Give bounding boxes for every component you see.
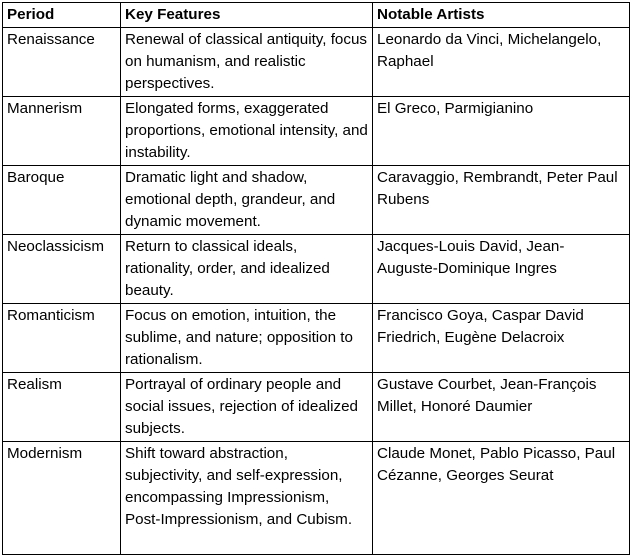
table-row	[3, 373, 630, 442]
period-cell: Baroque	[3, 166, 121, 235]
features-cell: Elongated forms, exaggerated proportions, emotional intensity, and instability.	[121, 97, 373, 166]
table-row	[3, 166, 630, 235]
features-cell: Portrayal of ordinary people and social issues, rejection of idealized subjects.	[121, 373, 373, 442]
artists-cell: Caravaggio, Rembrandt, Peter Paul Rubens	[373, 166, 630, 235]
features-cell: Return to classical ideals, rationality, order, and idealized beauty.	[121, 235, 373, 304]
features-cell: Dramatic light and shadow, emotional depth, grandeur, and dynamic movement.	[121, 166, 373, 235]
table-row	[3, 97, 630, 166]
artists-cell: Francisco Goya, Caspar David Friedrich, Eugène Delacroix	[373, 304, 630, 373]
table-row	[3, 304, 630, 373]
table-header-row	[3, 3, 630, 28]
header-notable-artists: Notable Artists	[373, 3, 630, 28]
art-periods-table	[2, 2, 630, 555]
artists-cell: Jacques-Louis David, Jean-Auguste-Dominique Ingres	[373, 235, 630, 304]
period-cell: Renaissance	[3, 28, 121, 97]
features-cell: Renewal of classical antiquity, focus on humanism, and realistic perspectives.	[121, 28, 373, 97]
period-cell: Realism	[3, 373, 121, 442]
header-key-features: Key Features	[121, 3, 373, 28]
table-row	[3, 28, 630, 97]
period-cell: Mannerism	[3, 97, 121, 166]
artists-cell: Gustave Courbet, Jean-François Millet, Honoré Daumier	[373, 373, 630, 442]
period-cell: Romanticism	[3, 304, 121, 373]
artists-cell: Claude Monet, Pablo Picasso, Paul Cézanne, Georges Seurat	[373, 442, 630, 555]
table-row	[3, 235, 630, 304]
period-cell: Modernism	[3, 442, 121, 555]
period-cell: Neoclassicism	[3, 235, 121, 304]
art-periods-table-container	[2, 2, 629, 555]
artists-cell: Leonardo da Vinci, Michelangelo, Raphael	[373, 28, 630, 97]
features-cell: Focus on emotion, intuition, the sublime, and nature; opposition to rationalism.	[121, 304, 373, 373]
table-row	[3, 442, 630, 555]
features-cell: Shift toward abstraction, subjectivity, and self-expression, encompassing Impressionism, Post-Impressionism, and Cubism.	[121, 442, 373, 555]
header-period: Period	[3, 3, 121, 28]
artists-cell: El Greco, Parmigianino	[373, 97, 630, 166]
